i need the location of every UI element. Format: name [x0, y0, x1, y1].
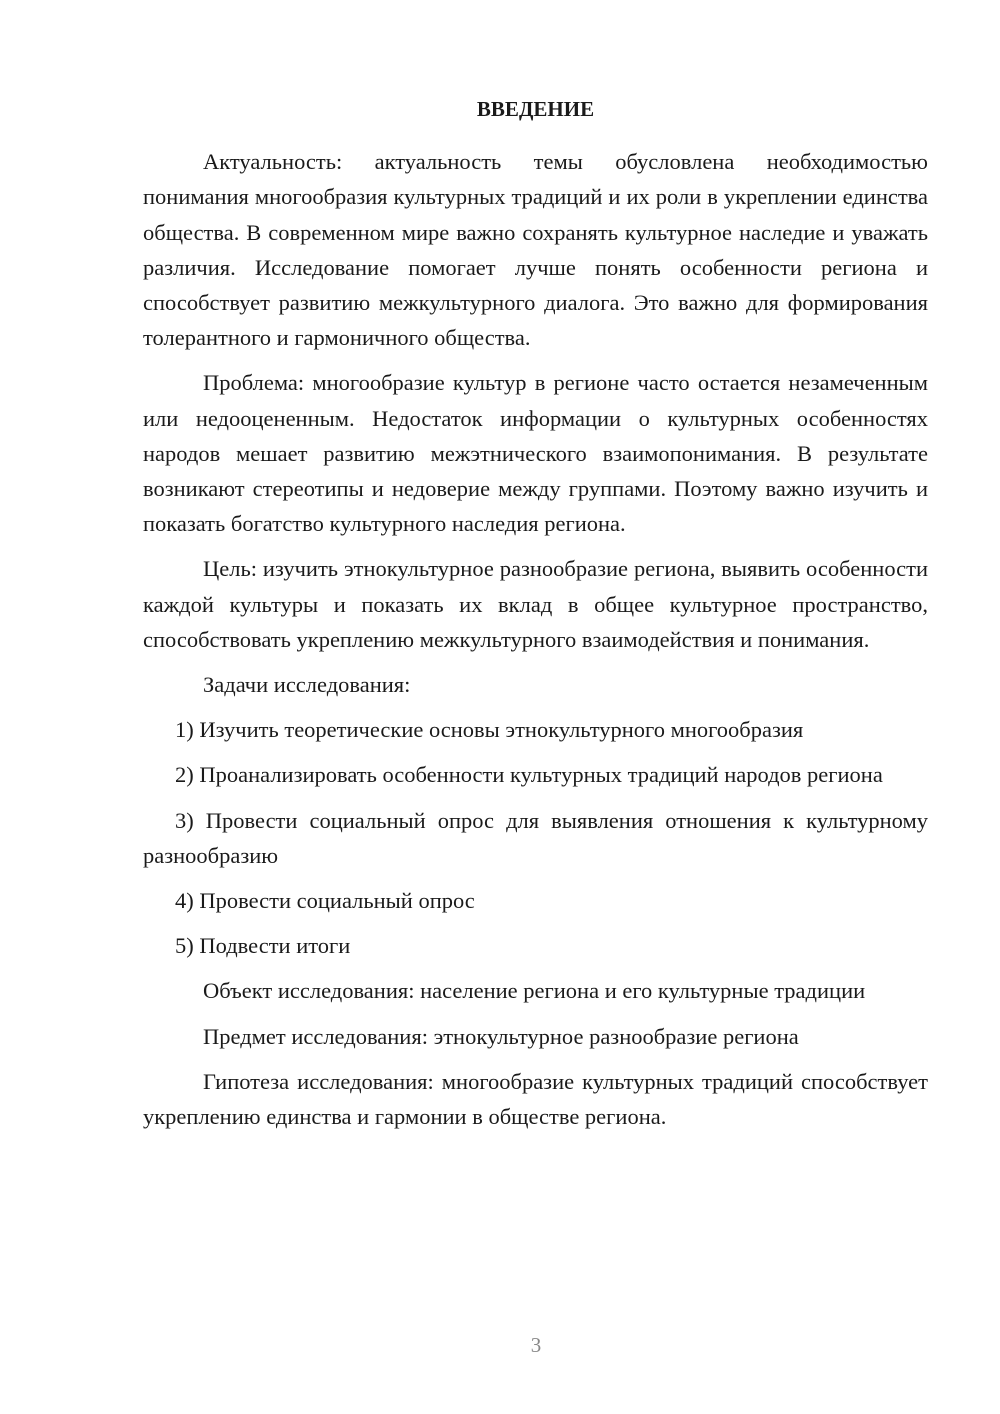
page-title: ВВЕДЕНИЕ: [476, 97, 595, 121]
subject-paragraph: Предмет исследования: этнокультурное разнообразие региона: [203, 1023, 799, 1049]
task-item-4: 4) Провести социальный опрос: [175, 888, 475, 914]
tasks-heading: Задачи исследования:: [203, 672, 411, 698]
document-page: [143, 92, 928, 1144]
problem-paragraph: Проблема: многообразие культур в регионе часто остается незамеченным или недооцененным. Недостаток информации о культурных особенностях народов мешает развитию межэтнического взаимопонимания. В результате возникают стереотипы и недоверие между группами. Поэтому важно изучить и показать богатство культурного наследия региона.: [143, 370, 928, 537]
task-item-2: 2) Проанализировать особенности культурных традиций народов региона: [175, 762, 883, 788]
relevance-paragraph: Актуальность: актуальность темы обусловлена необходимостью понимания многообразия культурных традиций и их роли в укреплении единства общества. В современном мире важно сохранять культурное наследие и уважать различия. Исследование помогает лучше понять особенности региона и способствует развитию межкультурного диалога. Это важно для формирования толерантного и гармоничного общества.: [143, 149, 928, 351]
hypothesis-paragraph: Гипотеза исследования: многообразие культурных традиций способствует укреплению единства и гармонии в обществе региона.: [143, 1068, 928, 1130]
task-item-1: 1) Изучить теоретические основы этнокультурного многообразия: [175, 717, 804, 743]
goal-paragraph: Цель: изучить этнокультурное разнообразие региона, выявить особенности каждой культуры и показать их вклад в общее культурное пространство, способствовать укреплению межкультурного взаимодействия и понимания.: [143, 556, 928, 652]
task-item-5: 5) Подвести итоги: [175, 933, 351, 959]
page-number: 3: [530, 1333, 542, 1357]
task-item-3: 3) Провести социальный опрос для выявления отношения к культурному разнообразию: [143, 807, 928, 868]
object-paragraph: Объект исследования: население региона и его культурные традиции: [203, 978, 866, 1004]
